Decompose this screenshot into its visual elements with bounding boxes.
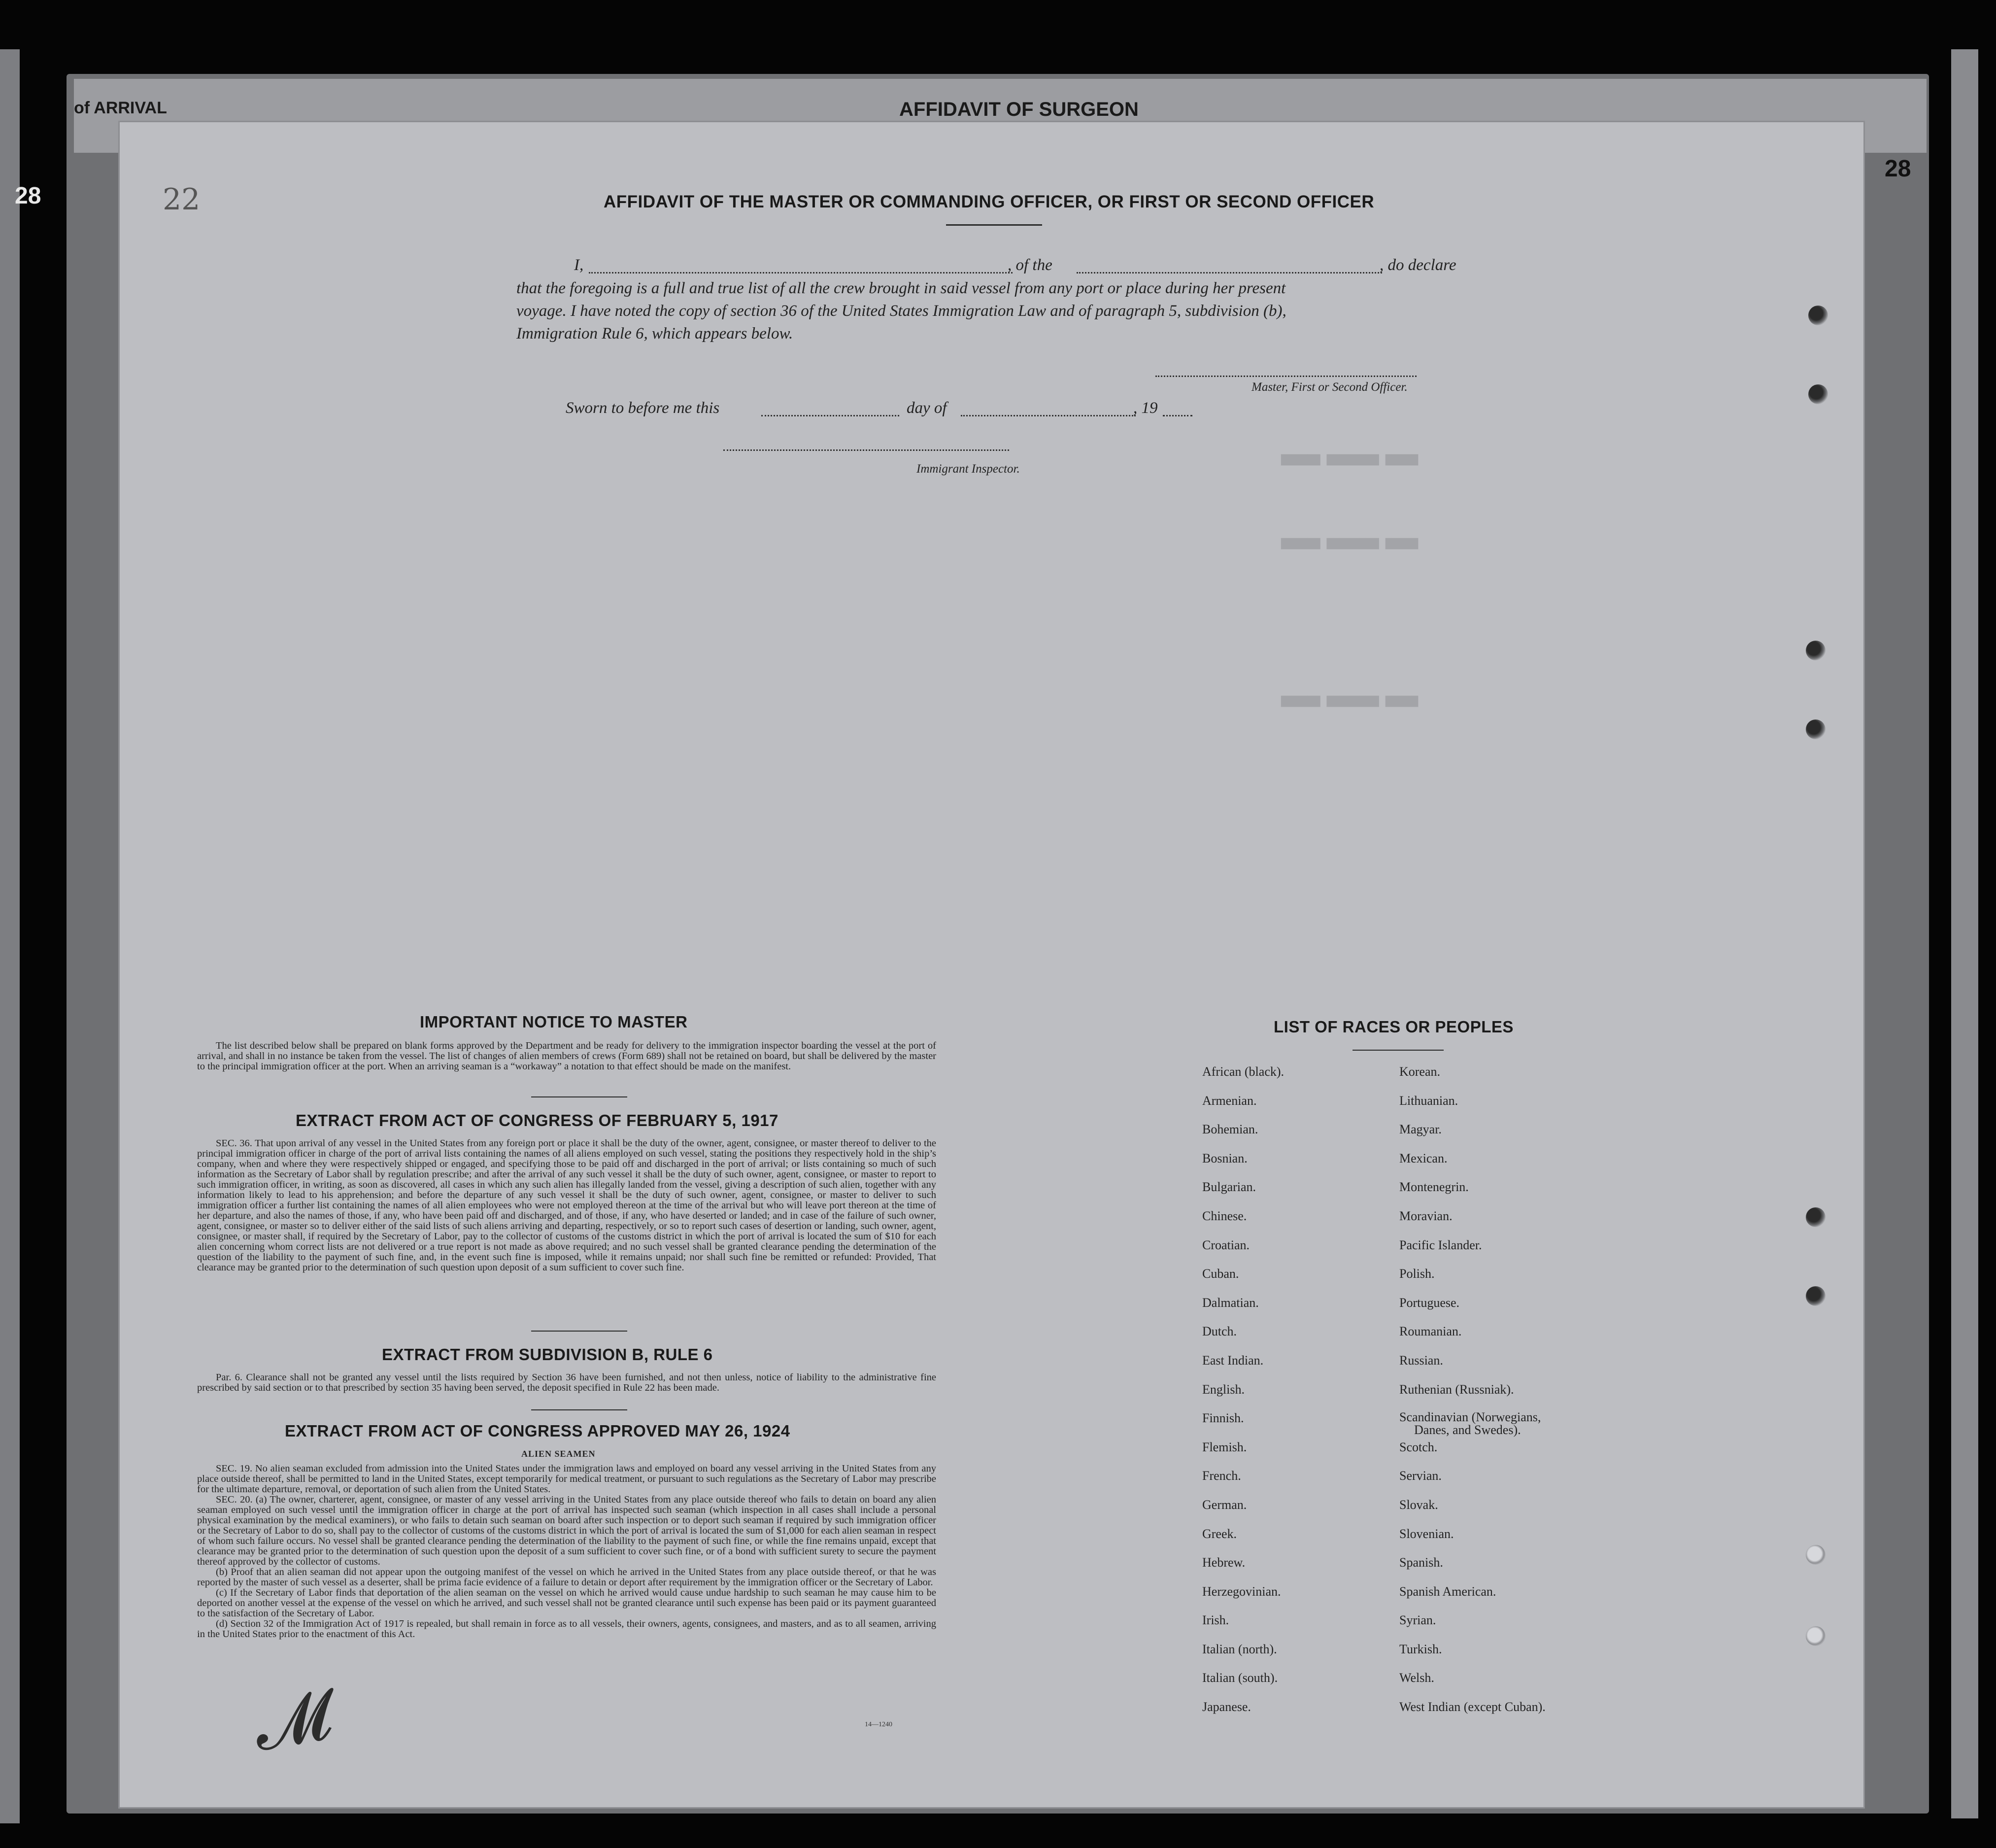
race-item: Montenegrin. [1399,1180,1469,1195]
left-sheet-edge [0,49,20,1823]
punch-hole [1808,384,1828,404]
title-rule [946,224,1042,226]
punch-hole [1806,1545,1826,1565]
race-item: Roumanian. [1399,1324,1462,1339]
race-item: English. [1202,1382,1245,1397]
page-number-right: 28 [1885,156,1911,182]
race-item: Chinese. [1202,1208,1247,1223]
affidavit-i: I, [574,256,584,274]
sec-20a-paragraph: SEC. 20. (a) The owner, charterer, agent, consignee, or master of any vessel arriving in the United States from any place outside thereof who fails to detain on board any alien seaman employed on such vessel until the immigration officer in charge at the port of arrival has inspected such seaman (which inspection in all cases shall include a personal physical examination by the medical examiners), or who fails to detain such seaman on board after such inspection or to deport such seaman if required by such immigration officer or the Secretary of Labor to do so, shall pay to the collector of customs of the customs district in which the port of arrival is located the sum of $1,000 for each alien seaman in respect of whom such failure occurs. No vessel shall be granted clearance pending the determination of the liability to the payment of such fine, or while the fine remains unpaid, except that clearance may be granted prior to the determination of such question upon the deposit of a sum sufficient to cover such fine, or of a bond with sufficient surety to secure the payment thereof approved by the collector of customs. [197,1494,936,1567]
sworn-year-blank [1163,415,1192,416]
sec-20b-paragraph: (b) Proof that an alien seaman did not appear upon the outgoing manifest of the vessel on which he arrived in the United States from any place outside thereof, or that he was reported by the master of such vessel as a deserter, shall be prima facie evidence of a failure to detain or deport after requirement by the immigration officer or the Secretary of Labor. [197,1567,936,1588]
arrival-label: of ARRIVAL [74,99,167,117]
right-sheet-edge [1951,49,1978,1818]
race-item: Russian. [1399,1353,1443,1368]
punch-hole [1806,719,1826,739]
race-item: Moravian. [1399,1208,1453,1223]
surgeon-affidavit-label: AFFIDAVIT OF SURGEON [899,99,1139,120]
race-item: Dutch. [1202,1324,1237,1339]
affidavit-title: AFFIDAVIT OF THE MASTER OR COMMANDING OFFICER, OR FIRST OR SECOND OFFICER [604,192,1375,211]
sec-19-paragraph: SEC. 19. No alien seaman excluded from admission into the United States under the immigration laws and employed on board any vessel arriving in the United States from any place outside thereof, shall be permitted to land in the United States, except temporarily for medical treatment, or pursuant to such regulations as the Secretary of Labor may prescribe for the ultimate departure, removal, or deportation of such alien from the United States. [197,1463,936,1495]
notice-paragraph: The list described below shall be prepared on blank forms approved by the Department and be ready for delivery to the immigration inspector boarding the vessel at the port of arrival, and shall in no instance be taken from the vessel. The list of changes of alien members of crews (Form 689) shall not be retained on board, but shall be delivered by the master to the principal immigration officer at the port. When an arriving seaman is a “workaway” a notation to that effect should be made on the manifest. [197,1040,936,1072]
race-item: Korean. [1399,1064,1441,1079]
par-6-paragraph: Par. 6. Clearance shall not be granted any vessel until the lists required by Section 36 have been furnished, and not then unless, notice of liability to the administrative fine prescribed by said section or to that prescribed by section 35 having been served, the deposit specified in Rule 22 has been made. [197,1372,936,1393]
affidavit-of-the: , of the [1008,256,1052,274]
race-item: Bosnian. [1202,1151,1248,1165]
race-item-wrap: Danes, and Swedes). [1414,1423,1521,1437]
punch-hole [1806,1207,1826,1227]
notice-text [197,1041,936,1072]
race-item: Irish. [1202,1613,1229,1628]
section-rule [531,1096,627,1097]
sworn-year: , 19 [1133,399,1158,417]
race-item: Cuban. [1202,1266,1239,1281]
race-item: Herzegovinian. [1202,1584,1281,1599]
rule-6-title: EXTRACT FROM SUBDIVISION B, RULE 6 [382,1345,713,1364]
races-column-2 [1399,1064,1546,1729]
act-1917-title: EXTRACT FROM ACT OF CONGRESS OF FEBRUARY 5, 1917 [296,1111,778,1129]
rule-6-text [197,1372,936,1393]
punch-hole [1808,306,1828,325]
race-item: Slovenian. [1399,1526,1454,1541]
affidavit-body-line: that the foregoing is a full and true list of all the crew brought in said vessel from any port or place during her present [516,279,1286,297]
punch-hole [1806,1286,1826,1306]
sworn-prefix: Sworn to before me this [566,399,720,417]
race-item: Syrian. [1399,1613,1436,1628]
race-item: Italian (north). [1202,1642,1277,1656]
race-item: Ruthenian (Russniak). [1399,1382,1514,1397]
affidavit-do-declare: , do declare [1380,256,1456,274]
punch-hole [1806,641,1826,660]
race-item: Magyar. [1399,1122,1442,1137]
sec-20d-paragraph: (d) Section 32 of the Immigration Act of 1917 is repealed, but shall remain in force as to all vessels, their owners, agents, consignees, and masters, and as to all seamen, arriving in the United States prior to the enactment of this Act. [197,1618,936,1640]
race-item: German. [1202,1497,1247,1512]
alien-seamen-subheading: ALIEN SEAMEN [521,1449,596,1459]
sworn-day-of: day of [907,399,947,417]
affidavit-body-line: voyage. I have noted the copy of section 36 of the United States Immigration Law and of paragraph 5, subdivision (b), [516,302,1286,320]
races-title: LIST OF RACES OR PEOPLES [1274,1018,1514,1036]
race-item: Japanese. [1202,1700,1251,1714]
race-item-line: Scandinavian (Norwegians, [1399,1410,1541,1425]
race-item: Polish. [1399,1266,1435,1281]
handwritten-mark: 22 [163,182,201,217]
race-item: French. [1202,1469,1241,1483]
bleed-through-text: ▇▇▇▇▇▇ ▇▇▇▇▇▇▇▇ ▇▇▇▇▇ [1281,538,1419,550]
race-item: Italian (south). [1202,1671,1278,1685]
race-item: Scotch. [1399,1439,1438,1454]
section-rule [531,1409,627,1410]
master-signature-label: Master, First or Second Officer. [1252,380,1408,394]
sec-36-paragraph: SEC. 36. That upon arrival of any vessel in the United States from any foreign port or place it shall be the duty of the owner, agent, consignee, or master thereof to deliver to the principal immigration officer in charge of the port of arrival lists containing the names of all aliens employed on such vessel, stating the positions they respectively hold in the ship’s company, when and where they were respectively shipped or engaged, and specifying those to be paid off and discharged in the port of arrival; or lists containing so much of such information as the Secretary of Labor shall by regulation prescribe; and after the arrival of any such vessel it shall be the duty of such owner, agent, consignee, or master to report to such immigration officer, in writing, as soon as discovered, all cases in which any such alien has illegally landed from the vessel, giving a description of such alien, together with any information likely to lead to his apprehension; and before the departure of any such vessel it shall be the duty of such owner, agent, consignee, or master to deliver to such immigration officer a further list containing the names of all alien employees who were not employed thereon at the time of the arrival but who will leave port thereon at the time of her departure, and also the names of those, if any, who have been paid off and discharged, and of those, if any, who have deserted or landed; and in case of the failure of such owner, agent, consignee, or master so to deliver either of the said lists of such aliens arriving and departing, respectively, or so to report such cases of desertion or landing, such owner, agent, consignee, or master shall, if required by the Secretary of Labor, pay to the collector of customs of the customs district in which the port of arrival is located the sum of $10 for each alien concerning whom correct lists are not delivered or a true report is not made as above required; and no such vessel shall be granted clearance pending the determination of the question of the liability to the payment of such fine, and, in the event such fine is imposed, while it remains unpaid; nor shall such fine be remitted or refunded: Provided, That clearance may be granted prior to the determination of such question upon deposit of a sum sufficient to cover such fine. [197,1138,936,1273]
act-1924-title: EXTRACT FROM ACT OF CONGRESS APPROVED MAY 26, 1924 [285,1422,790,1440]
handwritten-mark: 𝓜 [247,1674,338,1767]
bleed-through-text: ▇▇▇▇▇▇ ▇▇▇▇▇▇▇▇ ▇▇▇▇▇ [1281,695,1419,708]
race-item: Servian. [1399,1469,1442,1483]
sec-20c-paragraph: (c) If the Secretary of Labor finds that deportation of the alien seaman on the vessel on which he arrived would cause undue hardship to such seaman he may cause him to be deported on another vessel at the expense of the vessel on which he arrived, and such vessel shall not be granted clearance until such expense has been paid or its payment guaranteed to the satisfaction of the Secretary of Labor. [197,1587,936,1619]
race-item: Portuguese. [1399,1295,1460,1310]
race-item: Slovak. [1399,1497,1438,1512]
race-item: Pacific Islander. [1399,1237,1482,1252]
section-rule [531,1331,627,1332]
act-1924-text [197,1464,936,1640]
race-item: Armenian. [1202,1093,1257,1108]
race-item: African (black). [1202,1064,1285,1079]
sworn-month-blank [961,415,1136,416]
race-item: Bohemian. [1202,1122,1258,1137]
notice-title: IMPORTANT NOTICE TO MASTER [420,1013,688,1031]
race-item: Flemish. [1202,1439,1247,1454]
race-item: Lithuanian. [1399,1093,1458,1108]
race-item: Welsh. [1399,1671,1434,1685]
bleed-through-text: ▇▇▇▇▇▇ ▇▇▇▇▇▇▇▇ ▇▇▇▇▇ [1281,454,1419,466]
race-item: West Indian (except Cuban). [1399,1700,1546,1714]
race-item: Spanish. [1399,1555,1443,1570]
race-item: Greek. [1202,1526,1237,1541]
races-column-1 [1202,1064,1284,1729]
page-number-left: 28 [15,183,41,209]
race-item: Finnish. [1202,1411,1244,1426]
inspector-label: Immigrant Inspector. [916,462,1020,476]
vessel-blank [1077,272,1382,274]
sworn-day-blank [761,415,899,416]
races-title-rule [1353,1050,1444,1051]
race-item: Spanish American. [1399,1584,1496,1599]
race-item: Dalmatian. [1202,1295,1259,1310]
act-1917-text [197,1138,936,1273]
form-number: 14—1240 [865,1721,892,1728]
race-item: East Indian. [1202,1353,1264,1368]
race-item: Bulgarian. [1202,1180,1256,1195]
race-item: Mexican. [1399,1151,1448,1165]
punch-hole [1806,1626,1826,1646]
race-item: Turkish. [1399,1642,1442,1656]
affidavit-body-line: Immigration Rule 6, which appears below. [516,325,793,342]
race-item: Hebrew. [1202,1555,1246,1570]
master-signature-line [1155,376,1417,377]
race-item [1399,1411,1546,1440]
race-item: Croatian. [1202,1237,1250,1252]
inspector-signature-line [723,449,1009,451]
name-blank [589,272,1013,274]
